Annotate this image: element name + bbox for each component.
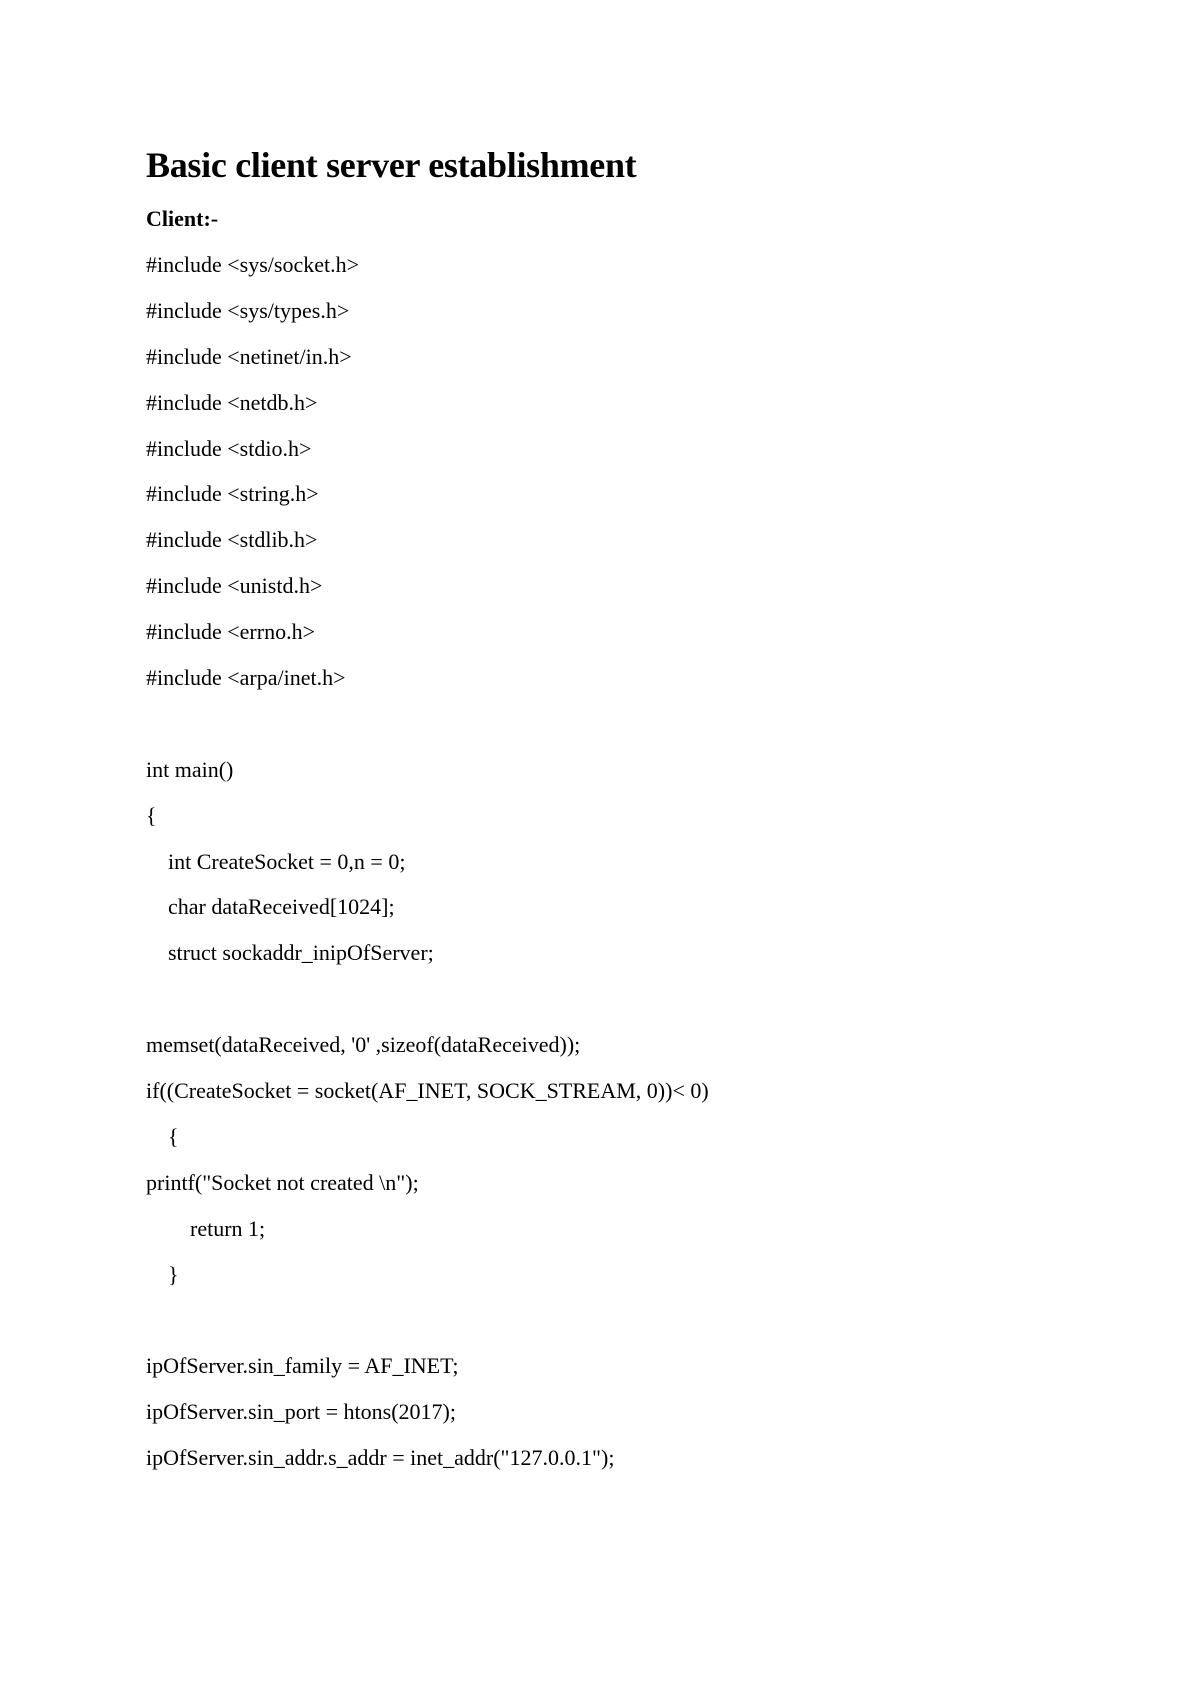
code-line: int main() <box>146 756 234 782</box>
code-line: #include <netdb.h> <box>146 389 318 415</box>
code-line: #include <arpa/inet.h> <box>146 665 346 691</box>
code-line: struct sockaddr_inipOfServer; <box>146 940 434 966</box>
code-line: return 1; <box>146 1215 266 1241</box>
code-line: #include <stdlib.h> <box>146 527 318 553</box>
code-line <box>146 711 709 757</box>
code-line: printf("Socket not created \n"); <box>146 1169 419 1195</box>
code-line: #include <errno.h> <box>146 619 315 645</box>
code-line: ipOfServer.sin_family = AF_INET; <box>146 1353 459 1379</box>
page-title: Basic client server establishment <box>146 145 637 185</box>
code-line: if((CreateSocket = socket(AF_INET, SOCK_STREAM, 0))< 0) <box>146 1078 709 1104</box>
code-line: #include <sys/socket.h> <box>146 252 360 277</box>
code-line: #include <sys/types.h> <box>146 297 350 323</box>
code-line: memset(dataReceived, '0' ,sizeof(dataReceived)); <box>146 1032 581 1058</box>
code-line: ipOfServer.sin_addr.s_addr = inet_addr("127.0.0.1"); <box>146 1445 615 1471</box>
code-line <box>146 986 709 1032</box>
code-block <box>146 252 709 1491</box>
code-line: int CreateSocket = 0,n = 0; <box>146 848 406 874</box>
code-line: #include <stdio.h> <box>146 435 312 461</box>
code-line: #include <unistd.h> <box>146 573 323 599</box>
code-line: char dataReceived[1024]; <box>146 894 395 920</box>
code-line: #include <string.h> <box>146 481 319 507</box>
code-line: ipOfServer.sin_port = htons(2017); <box>146 1399 456 1425</box>
section-label: Client:- <box>146 206 219 231</box>
code-line: #include <netinet/in.h> <box>146 343 352 369</box>
code-line: { <box>146 802 157 828</box>
code-line: { <box>146 1123 179 1149</box>
code-line: } <box>146 1261 179 1287</box>
code-line <box>146 1307 709 1353</box>
